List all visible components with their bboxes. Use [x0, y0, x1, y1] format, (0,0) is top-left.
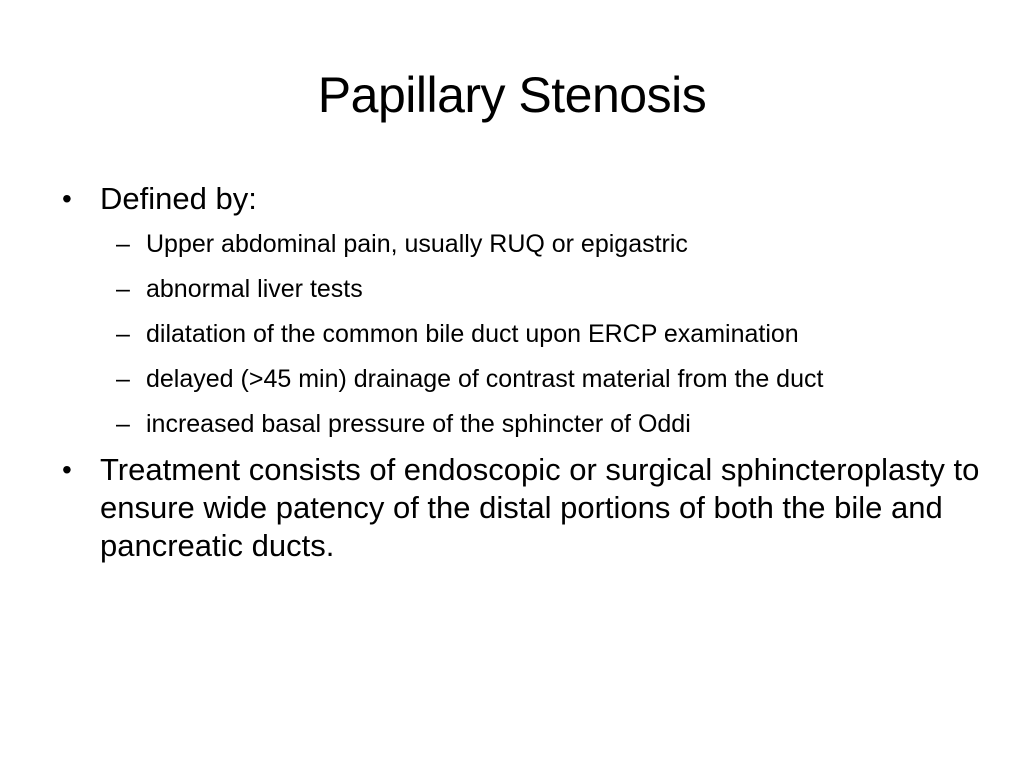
slide-content	[60, 180, 980, 565]
bullet-marker: •	[62, 454, 72, 485]
sub-bullet-text: abnormal liver tests	[146, 275, 363, 303]
sub-bullet-marker: –	[116, 365, 130, 393]
bullet-text: Defined by:	[100, 181, 257, 216]
sub-bullet-upper-abdominal-pain	[60, 226, 980, 262]
sub-bullet-delayed-drainage	[60, 361, 980, 397]
sub-bullet-text: increased basal pressure of the sphincter of Oddi	[146, 410, 691, 438]
sub-bullet-basal-pressure	[60, 406, 980, 442]
bullet-treatment	[60, 451, 980, 565]
sub-bullet-text: dilatation of the common bile duct upon ERCP examination	[146, 320, 799, 348]
sub-bullet-text: delayed (>45 min) drainage of contrast material from the duct	[146, 365, 824, 393]
sub-bullet-list	[60, 226, 980, 442]
sub-bullet-abnormal-liver-tests	[60, 271, 980, 307]
sub-bullet-bile-duct-dilatation	[60, 316, 980, 352]
sub-bullet-marker: –	[116, 275, 130, 303]
sub-bullet-marker: –	[116, 320, 130, 348]
sub-bullet-text: Upper abdominal pain, usually RUQ or epigastric	[146, 230, 688, 258]
bullet-text: Treatment consists of endoscopic or surgical sphincteroplasty to ensure wide patency of the distal portions of both the bile and pancreatic ducts.	[100, 452, 980, 563]
bullet-marker: •	[62, 183, 72, 214]
bullet-defined-by	[60, 180, 980, 218]
sub-bullet-marker: –	[116, 410, 130, 438]
sub-bullet-marker: –	[116, 230, 130, 258]
slide-title: Papillary Stenosis	[317, 67, 707, 123]
